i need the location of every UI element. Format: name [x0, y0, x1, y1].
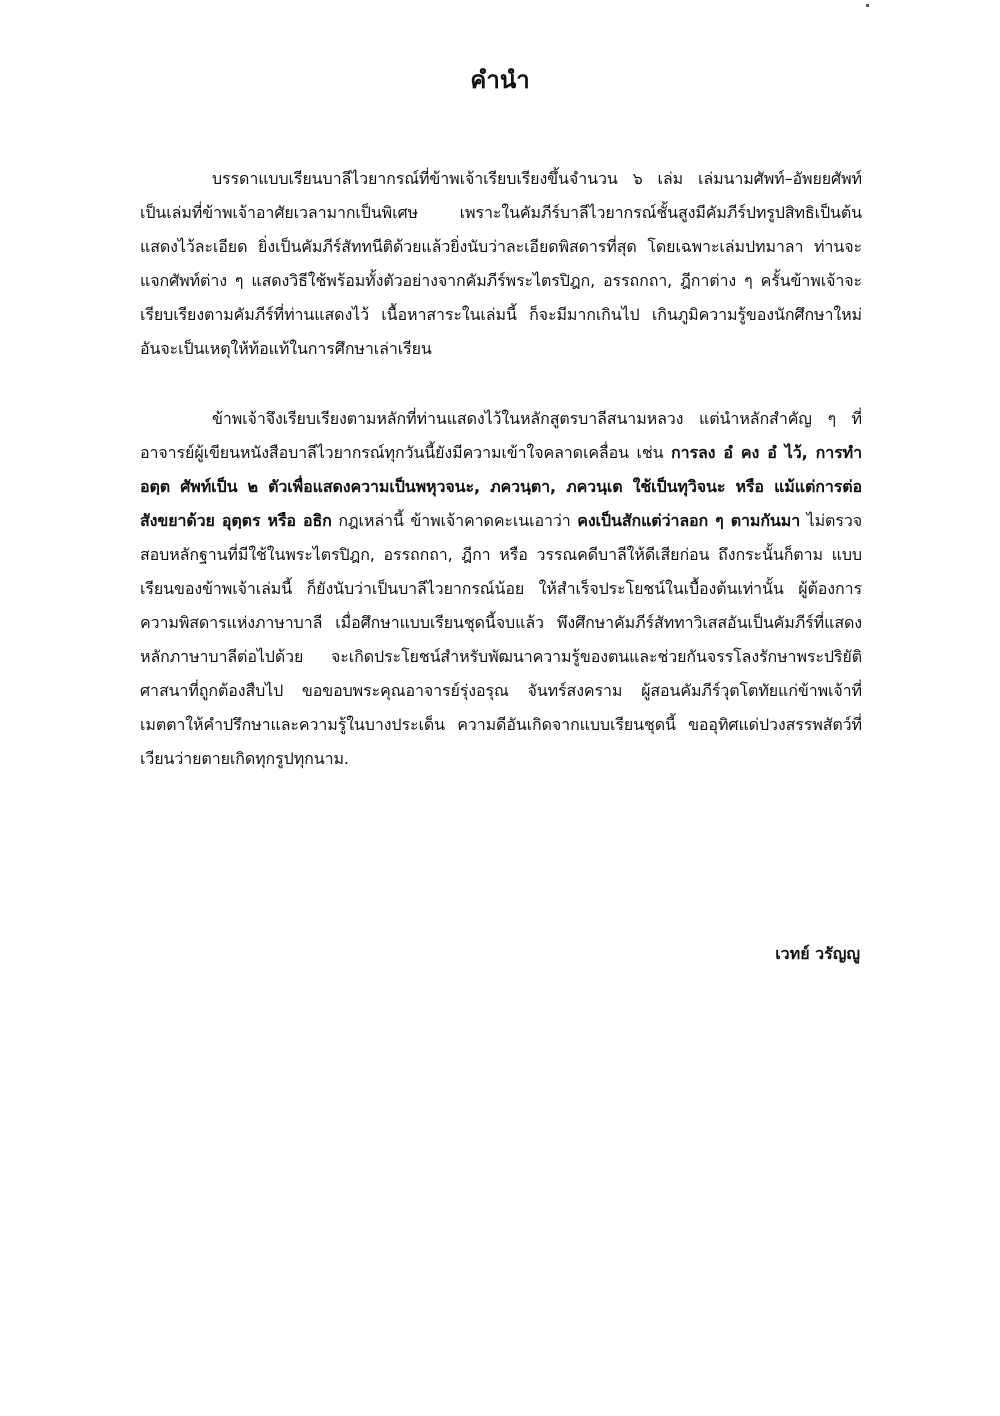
paragraph-intro: บรรดาแบบเรียนบาลีไวยากรณ์ที่ข้าพเจ้าเรียบเรียงขึ้นจำนวน ๖ เล่ม เล่มนามศัพท์–อัพยยศัพท์ เป็นเล่มที่ข้าพเจ้าอาศัยเวลามากเป็นพิเศษ เพราะในคัมภีร์บาลีไวยากรณ์ชั้นสูงมีคัมภีร์ปทรูปสิทธิเป็นต้น แสดงไว้ละเอียด ยิ่งเป็นคัมภีร์สัททนีติด้วยแล้วยิ่งนับว่าละเอียดพิสดารที่สุด โดยเฉพาะเล่มปทมาลา ท่านจะแจกศัพท์ต่าง ๆ แสดงวิธีใช้พร้อมทั้งตัวอย่างจากคัมภีร์พระไตรปิฎก, อรรถกถา, ฎีกาต่าง ๆ ครั้นข้าพเจ้าจะเรียบเรียงตามคัมภีร์ที่ท่านแสดงไว้ เนื้อหาสาระในเล่มนี้ ก็จะมีมากเกินไป เกินภูมิความรู้ของนักศึกษาใหม่ อันจะเป็นเหตุให้ท้อแท้ในการศึกษาเล่าเรียน [140, 169, 862, 358]
emphasis-text: คงเป็นสักแต่ว่าลอก ๆ ตามกันมา [577, 511, 801, 530]
paragraph-main [140, 402, 862, 776]
paragraph-text-segment: ข้าพเจ้าจึงเรียบเรียงตามหลักที่ท่านแสดงไว้ในหลักสูตรบาลีสนามหลวง แต่นำหลักสำคัญ ๆ ที่อาจารย์ผู้เขียนหนังสือบาลีไวยากรณ์ทุกวันนี้ยังมีความเข้าใจคลาดเคลื่อน เช่น [140, 409, 862, 462]
page-title: คำนำ [470, 66, 530, 94]
author-signature: เวทย์ วรัญญู [775, 944, 860, 963]
emphasis-text: การลง อํ คง อํ ไว้, การทำ อตฺต ศัพท์เป็น ๒ ตัวเพื่อแสดงความเป็นพหุวจนะ, ภควนฺตา, ภควนฺเต ใช้เป็นทุวิจนะ หรือ แม้แต่การต่อสังขยาด้วย อุตฺตร หรือ อธิก [140, 443, 863, 530]
paragraph-text-segment: ไม่ตรวจสอบหลักฐานที่มีใช้ในพระไตรปิฎก, อรรถกถา, ฎีกา หรือ วรรณคดีบาลีให้ดีเสียก่อน ถึงกระนั้นก็ตาม แบบเรียนของข้าพเจ้าเล่มนี้ ก็ยังนับว่าเป็นบาลีไวยากรณ์น้อย ให้สำเร็จประโยชน์ในเบื้องต้นเท่านั้น ผู้ต้องการความพิสดารแห่งภาษาบาลี เมื่อศึกษาแบบเรียนชุดนี้จบแล้ว พึงศึกษาคัมภีร์สัททาวิเสสอันเป็นคัมภีร์ที่แสดงหลักภาษาบาลีต่อไปด้วย จะเกิดประโยชน์สำหรับพัฒนาความรู้ของตนและช่วยกันจรรโลงรักษาพระปริยัติศาสนาที่ถูกต้องสืบไป ขอขอบพระคุณอาจารย์รุ่งอรุณ จันทร์สงคราม ผู้สอนคัมภีร์วุตโตทัยแก่ข้าพเจ้าที่เมตตาให้คำปรึกษาและความรู้ในบางประเด็น ความดีอันเกิดจากแบบเรียนชุดนี้ ขออุทิศแด่ปวงสรรพสัตว์ที่เวียนว่ายตายเกิดทุกรูปทุกนาม. [140, 511, 863, 768]
paragraph-text-segment: กฎเหล่านี้ ข้าพเจ้าคาดคะเนเอาว่า [331, 511, 578, 530]
scan-speck [866, 4, 869, 7]
